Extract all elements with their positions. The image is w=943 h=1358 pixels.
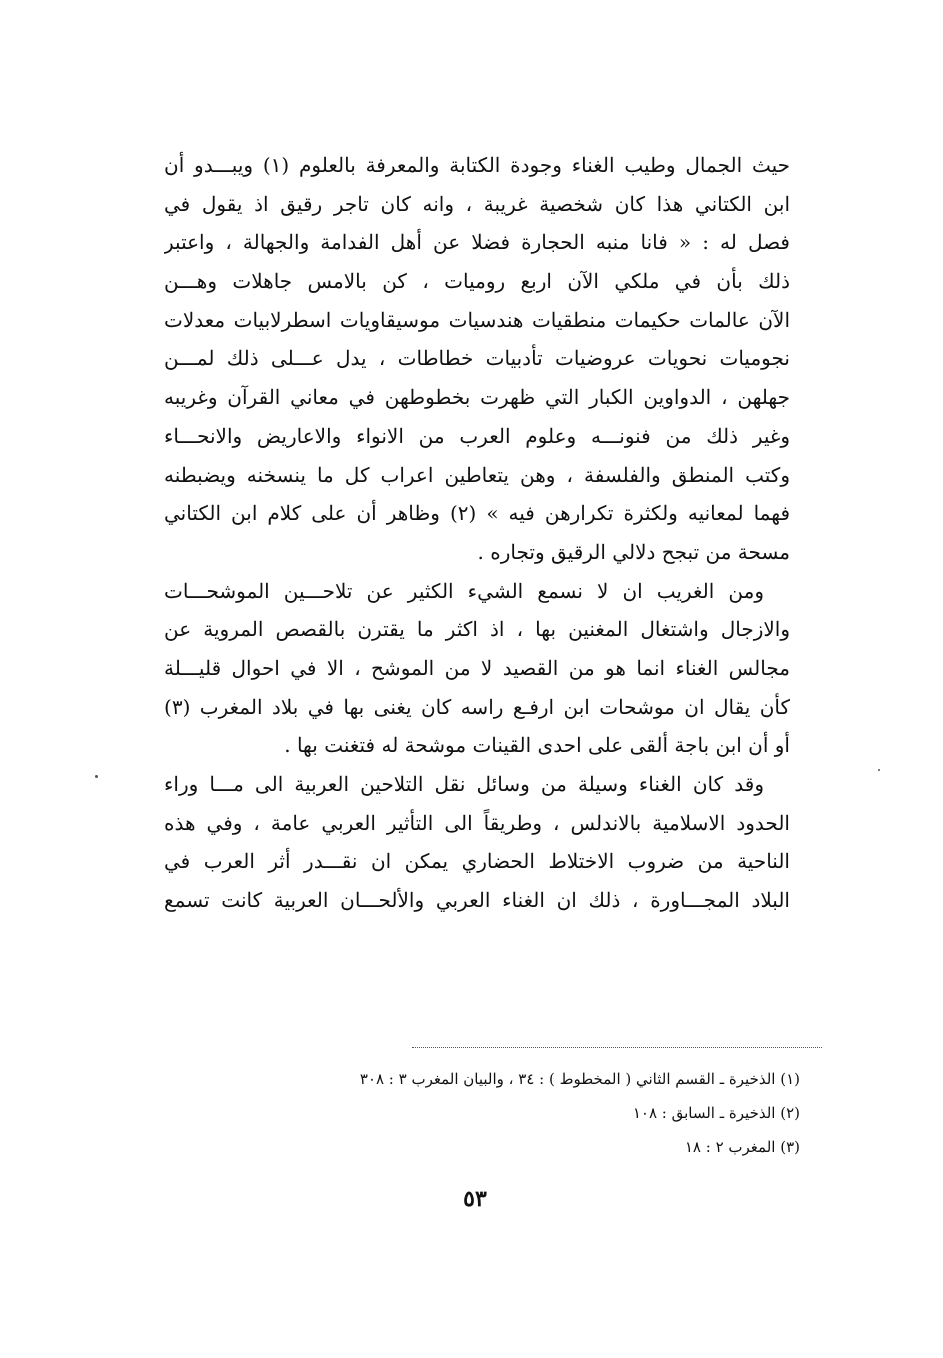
paragraph-end-line: أو أن ابن باجة ألقى على احدى القينات موشحة له فتغنت بها . bbox=[284, 733, 790, 758]
footnotes bbox=[200, 1062, 800, 1164]
text-line: ابن الكتاني هذا كان شخصية غريبة ، وانه كان تاجر رقيق اذ يقول في bbox=[164, 191, 790, 216]
text-line: ذلك بأن في ملكي الآن اربع روميات ، كن بالامس جاهلات وهـــن bbox=[164, 269, 790, 294]
scan-speck bbox=[95, 775, 98, 778]
paragraph-start-line: وقد كان الغناء وسيلة من وسائل نقل التلاحين العربية الى مـــا وراء bbox=[164, 772, 764, 796]
text-line: الناحية من ضروب الاختلاط الحضاري يمكن ان نقـــدر أثر العرب في bbox=[164, 849, 790, 874]
text-line: جهلهن ، الدواوين الكبار التي ظهرت بخطوطهن في معاني القرآن وغريبه bbox=[164, 385, 790, 410]
text-line: البلاد المجـــاورة ، ذلك ان الغناء العربي والألحـــان العربية كانت تسمع bbox=[164, 888, 790, 913]
scan-speck bbox=[878, 769, 880, 771]
footnote-3: (٣) المغرب ٢ : ١٨ bbox=[684, 1138, 800, 1156]
text-line: وكتب المنطق والفلسفة ، وهن يتعاطين اعراب كل ما ينسخنه ويضبطنه bbox=[164, 462, 790, 487]
paragraph-start-line: ومن الغريب ان لا نسمع الشيء الكثير عن تلاحـــين الموشحـــات bbox=[164, 578, 764, 603]
text-line: والازجال واشتغال المغنين بها ، اذ اكثر ما يقترن بالقصص المروية عن bbox=[164, 617, 790, 642]
text-line: كأن يقال ان موشحات ابن ارفـع راسه كان يغنى بها في بلاد المغرب (٣) bbox=[164, 694, 790, 719]
text-line: وغير ذلك من فنونـــه وعلوم العرب من الانواء والاعاريض والانحـــاء bbox=[164, 423, 790, 448]
text-line: فهما لمعانيه ولكثرة تكرارهن فيه » (٢) وظاهر أن على كلام ابن الكتاني bbox=[164, 501, 790, 526]
footnote-separator bbox=[412, 1047, 822, 1048]
text-line: الحدود الاسلامية بالاندلس ، وطريقاً الى التأثير العربي عامة ، وفي هذه bbox=[164, 810, 790, 835]
text-line: مجالس الغناء انما هو من القصيد لا من الموشح ، الا في احوال قليـــلة bbox=[164, 655, 790, 680]
body-text bbox=[164, 146, 790, 920]
text-line: حيث الجمال وطيب الغناء وجودة الكتابة والمعرفة بالعلوم (١) ويبـــدو أن bbox=[164, 153, 790, 177]
page-number: ٥٣ bbox=[463, 1186, 487, 1212]
footnote-1: (١) الذخيرة ـ القسم الثاني ( المخطوط ) : ٣٤ ، والبيان المغرب ٣ : ٣٠٨ bbox=[359, 1070, 800, 1088]
footnote-2: (٢) الذخيرة ـ السابق : ١٠٨ bbox=[632, 1104, 800, 1122]
paragraph-end-line: مسحة من تبجح دلالي الرقيق وتجاره . bbox=[477, 539, 790, 564]
text-line: نجوميات نحويات عروضيات تأدبيات خطاطات ، يدل عـــلى ذلك لمـــن bbox=[164, 346, 790, 371]
text-line: الآن عالمات حكيمات منطقيات هندسيات موسيقاويات اسطرلابيات معدلات bbox=[164, 307, 790, 332]
text-line: فصل له : « فانا منبه الحجارة فضلا عن أهل الفدامة والجهالة ، واعتبر bbox=[164, 230, 790, 255]
